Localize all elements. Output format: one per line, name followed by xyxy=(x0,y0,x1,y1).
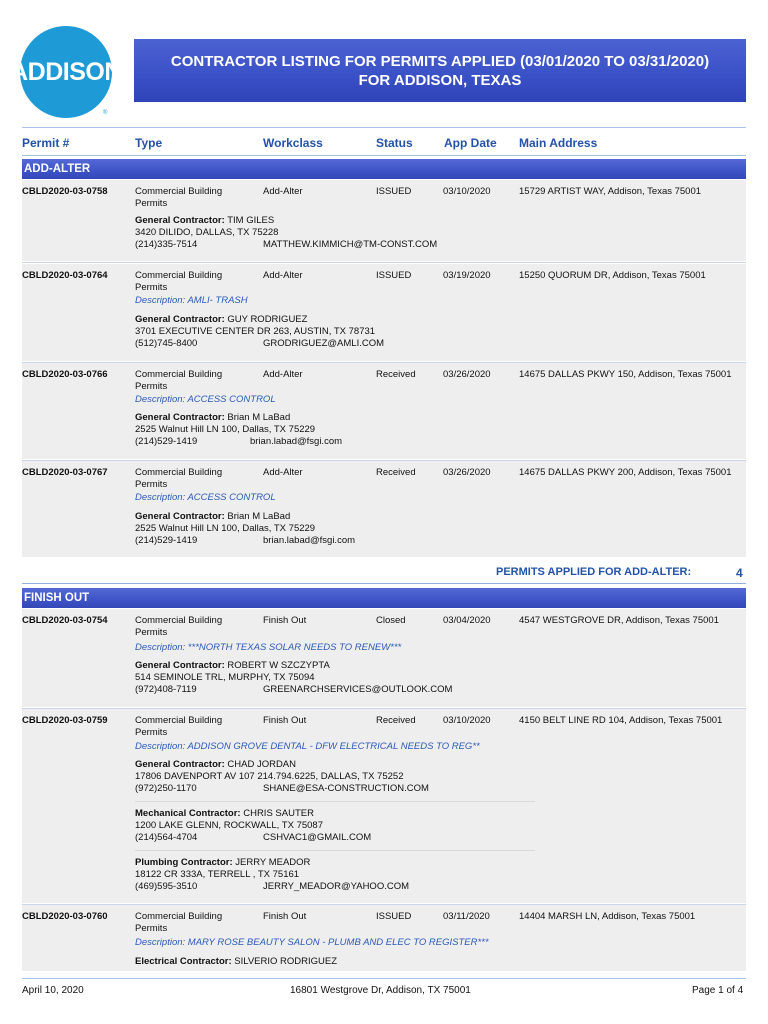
column-header-status: Status xyxy=(376,136,413,150)
contractor-label: General Contractor: xyxy=(135,759,225,770)
column-header-rule xyxy=(22,155,746,156)
permit-status: Received xyxy=(376,467,416,478)
logo-text: ADDISON xyxy=(10,57,122,86)
contractor-phone: (214)564-4704 xyxy=(135,832,198,843)
permit-type: Commercial Building Permits xyxy=(135,369,223,392)
contractor-name: CHAD JORDAN xyxy=(227,759,297,770)
contractor-email: MATTHEW.KIMMICH@TM-CONST.COM xyxy=(263,239,438,250)
header-rule xyxy=(22,127,746,128)
contractor-email: CSHVAC1@GMAIL.COM xyxy=(263,832,372,843)
column-header-main-address: Main Address xyxy=(519,136,598,150)
table-row xyxy=(22,905,746,971)
table-row xyxy=(22,363,746,459)
section-total-label: PERMITS APPLIED FOR ADD-ALTER: xyxy=(496,566,692,578)
permit-address: 14675 DALLAS PKWY 150, Addison, Texas 75001 xyxy=(519,369,732,380)
permit-workclass: Add-Alter xyxy=(263,270,303,281)
contractor-address: 3420 DILIDO, DALLAS, TX 75228 xyxy=(135,227,279,238)
totals-rule xyxy=(22,583,746,584)
permit-type: Commercial Building Permits xyxy=(135,467,223,490)
permit-status: Received xyxy=(376,369,416,380)
contractor-phone: (972)408-7119 xyxy=(135,684,197,695)
contractor-phone: (469)595-3510 xyxy=(135,881,198,892)
contractor-email: SHANE@ESA-CONSTRUCTION.COM xyxy=(263,783,429,794)
report-title-line2: FOR ADDISON, TEXAS xyxy=(358,71,522,89)
permit-address: 15250 QUORUM DR, Addison, Texas 75001 xyxy=(519,270,706,281)
contractor-phone: (972)250-1170 xyxy=(135,783,197,794)
contractor-block xyxy=(135,857,735,893)
contractor-name: SILVERIO RODRIGUEZ xyxy=(234,956,338,967)
footer-page-number: Page 1 of 4 xyxy=(692,985,744,996)
contractor-phone: (214)529-1419 xyxy=(135,436,198,447)
contractor-address: 18122 CR 333A, TERRELL , TX 75161 xyxy=(135,869,300,880)
contractor-divider xyxy=(135,801,535,802)
contractor-phone: (214)529-1419 xyxy=(135,535,198,546)
permit-description: Description: ACCESS CONTROL xyxy=(135,492,276,503)
permit-description: Description: ***NORTH TEXAS SOLAR NEEDS TO RENEW*** xyxy=(135,642,402,653)
permit-type: Commercial Building Permits xyxy=(135,715,223,738)
logo-circle xyxy=(10,26,122,118)
section-header-finish-out: FINISH OUT xyxy=(22,588,746,608)
contractor-phone: (512)745-8400 xyxy=(135,338,198,349)
permit-workclass: Add-Alter xyxy=(263,186,303,197)
contractor-address: 3701 EXECUTIVE CENTER DR 263, AUSTIN, TX 78731 xyxy=(135,326,376,337)
contractor-address: 1200 LAKE GLENN, ROCKWALL, TX 75087 xyxy=(135,820,323,831)
permit-workclass: Add-Alter xyxy=(263,369,303,380)
contractor-label: General Contractor: xyxy=(135,412,225,423)
addison-logo xyxy=(10,26,122,122)
permit-type: Commercial Building Permits xyxy=(135,615,223,638)
contractor-email: GRODRIGUEZ@AMLI.COM xyxy=(263,338,385,349)
contractor-name: ROBERT W SZCZYPTA xyxy=(227,660,330,671)
permit-status: Received xyxy=(376,715,416,726)
column-header-app-date: App Date xyxy=(444,136,497,150)
permit-number: CBLD2020-03-0759 xyxy=(22,715,108,726)
contractor-label: General Contractor: xyxy=(135,215,225,226)
footer-rule xyxy=(22,978,746,979)
permit-app-date: 03/10/2020 xyxy=(443,186,491,197)
contractor-email: brian.labad@fsgi.com xyxy=(250,436,343,447)
table-row xyxy=(22,609,746,707)
permit-address: 4547 WESTGROVE DR, Addison, Texas 75001 xyxy=(519,615,719,626)
permit-app-date: 03/19/2020 xyxy=(443,270,491,281)
permit-address: 4150 BELT LINE RD 104, Addison, Texas 75001 xyxy=(519,715,723,726)
contractor-address: 514 SEMINOLE TRL, MURPHY, TX 75094 xyxy=(135,672,315,683)
permit-app-date: 03/10/2020 xyxy=(443,715,491,726)
contractor-address: 17806 DAVENPORT AV 107 214.794.6225, DALLAS, TX 75252 xyxy=(135,771,404,782)
table-row xyxy=(22,264,746,361)
permit-status: Closed xyxy=(376,615,406,626)
contractor-block xyxy=(135,808,735,844)
contractor-label: General Contractor: xyxy=(135,511,225,522)
contractor-name: Brian M LaBad xyxy=(227,412,291,423)
contractor-block xyxy=(135,660,735,696)
permit-number: CBLD2020-03-0767 xyxy=(22,467,108,478)
report-title-banner xyxy=(134,39,746,102)
permit-number: CBLD2020-03-0758 xyxy=(22,186,108,197)
permit-app-date: 03/26/2020 xyxy=(443,369,491,380)
contractor-label: Electrical Contractor: xyxy=(135,956,232,967)
contractor-name: Brian M LaBad xyxy=(227,511,291,522)
column-header-type: Type xyxy=(135,136,163,150)
table-row xyxy=(22,461,746,557)
contractor-name: JERRY MEADOR xyxy=(235,857,311,868)
permit-status: ISSUED xyxy=(376,186,412,197)
permit-number: CBLD2020-03-0754 xyxy=(22,615,108,626)
contractor-block xyxy=(135,511,735,547)
table-row xyxy=(22,180,746,261)
permit-type: Commercial Building Permits xyxy=(135,270,223,293)
column-header-permit: Permit # xyxy=(22,136,70,150)
permit-type: Commercial Building Permits xyxy=(135,186,223,209)
footer-address: 16801 Westgrove Dr, Addison, TX 75001 xyxy=(290,985,471,996)
contractor-email: brian.labad@fsgi.com xyxy=(263,535,356,546)
column-header-workclass: Workclass xyxy=(263,136,323,150)
permit-number: CBLD2020-03-0766 xyxy=(22,369,108,380)
section-header-add-alter: ADD-ALTER xyxy=(22,159,746,179)
permit-app-date: 03/11/2020 xyxy=(443,911,490,922)
permit-status: ISSUED xyxy=(376,911,412,922)
contractor-label: Mechanical Contractor: xyxy=(135,808,241,819)
contractor-block xyxy=(135,412,735,448)
contractor-divider xyxy=(135,850,535,851)
permit-workclass: Add-Alter xyxy=(263,467,303,478)
contractor-address: 2525 Walnut Hill LN 100, Dallas, TX 75229 xyxy=(135,523,316,534)
contractor-email: GREENARCHSERVICES@OUTLOOK.COM xyxy=(263,684,453,695)
permit-description: Description: ACCESS CONTROL xyxy=(135,394,276,405)
contractor-label: General Contractor: xyxy=(135,660,225,671)
permit-description: Description: MARY ROSE BEAUTY SALON - PLUMB AND ELEC TO REGISTER*** xyxy=(135,937,489,948)
contractor-block xyxy=(135,215,735,251)
permit-workclass: Finish Out xyxy=(263,615,307,626)
permit-workclass: Finish Out xyxy=(263,911,307,922)
contractor-address: 2525 Walnut Hill LN 100, Dallas, TX 75229 xyxy=(135,424,316,435)
permit-description: Description: AMLI- TRASH xyxy=(135,295,248,306)
contractor-email: JERRY_MEADOR@YAHOO.COM xyxy=(263,881,410,892)
table-row xyxy=(22,709,746,903)
footer-date: April 10, 2020 xyxy=(22,985,84,996)
contractor-block xyxy=(135,314,735,350)
contractor-phone: (214)335-7514 xyxy=(135,239,198,250)
permit-app-date: 03/26/2020 xyxy=(443,467,491,478)
contractor-name: CHRIS SAUTER xyxy=(243,808,314,819)
permit-address: 14675 DALLAS PKWY 200, Addison, Texas 75001 xyxy=(519,467,732,478)
logo-registered-mark: ® xyxy=(103,110,108,116)
contractor-name: TIM GILES xyxy=(227,215,275,226)
permit-app-date: 03/04/2020 xyxy=(443,615,491,626)
contractor-label: General Contractor: xyxy=(135,314,225,325)
row-divider xyxy=(22,262,746,263)
contractor-name: GUY RODRIGUEZ xyxy=(227,314,308,325)
permit-number: CBLD2020-03-0760 xyxy=(22,911,108,922)
contractor-label: Plumbing Contractor: xyxy=(135,857,233,868)
permit-address: 14404 MARSH LN, Addison, Texas 75001 xyxy=(519,911,696,922)
permit-type: Commercial Building Permits xyxy=(135,911,223,934)
report-title-line1: CONTRACTOR LISTING FOR PERMITS APPLIED (03/01/2020 TO 03/31/2020) xyxy=(170,52,710,70)
permit-workclass: Finish Out xyxy=(263,715,307,726)
permit-address: 15729 ARTIST WAY, Addison, Texas 75001 xyxy=(519,186,702,197)
permit-status: ISSUED xyxy=(376,270,412,281)
permit-description: Description: ADDISON GROVE DENTAL - DFW ELECTRICAL NEEDS TO REG** xyxy=(135,741,480,752)
section-total-count: 4 xyxy=(736,566,743,580)
contractor-block xyxy=(135,759,735,795)
contractor-block xyxy=(135,956,735,968)
permit-number: CBLD2020-03-0764 xyxy=(22,270,108,281)
